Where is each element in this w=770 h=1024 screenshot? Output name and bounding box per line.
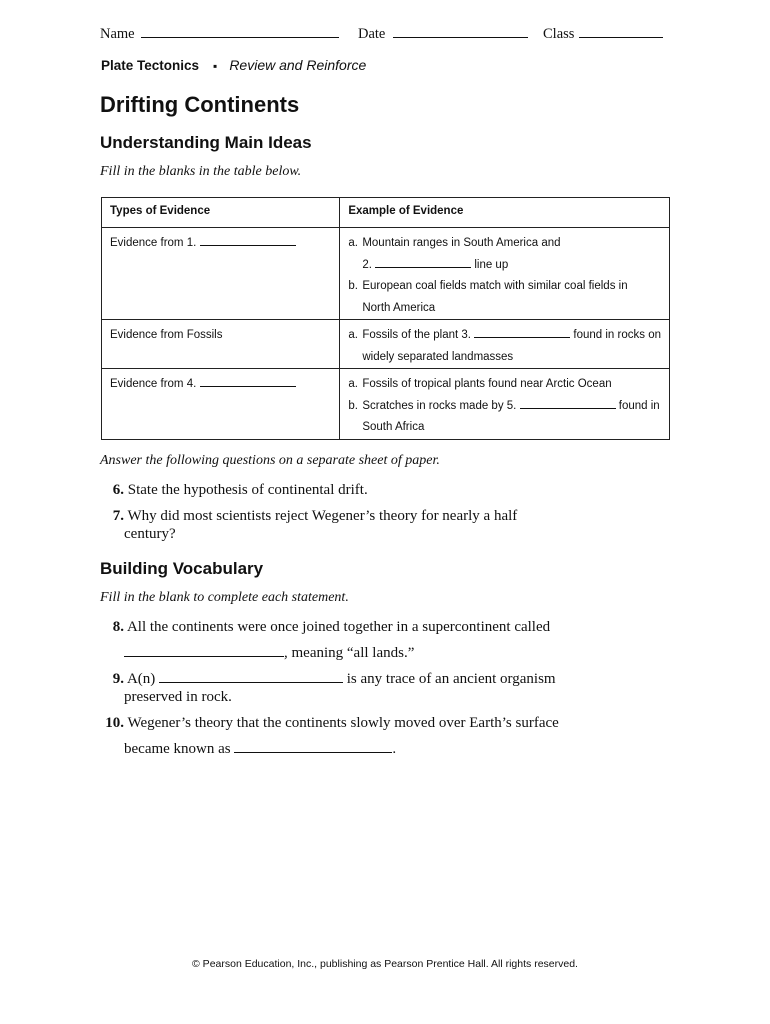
- item-text: All the continents were once joined together in a supercontinent called: [126, 619, 551, 635]
- example-text: Fossils of the plant 3.: [362, 329, 471, 341]
- vocab-item-10: [100, 714, 660, 758]
- evidence-cell: [102, 369, 340, 440]
- vocabulary-instruction: Fill in the blank to complete each statement.: [100, 590, 349, 605]
- item-letter: b.: [348, 399, 358, 412]
- example-text: South Africa: [362, 421, 425, 433]
- item-number: 8.: [112, 619, 124, 635]
- example-text: Fossils of tropical plants found near Arctic Ocean: [362, 378, 612, 390]
- question-text: Why did most scientists reject Wegener’s theory for nearly a half: [127, 508, 518, 524]
- item-number: 9.: [112, 671, 124, 687]
- item-number: 10.: [105, 715, 124, 731]
- page-title: Drifting Continents: [100, 92, 300, 117]
- question-7: [100, 507, 620, 543]
- blank-3[interactable]: [474, 325, 570, 338]
- name-field[interactable]: [141, 26, 339, 38]
- question-number: 7.: [112, 508, 124, 524]
- blank-5[interactable]: [520, 396, 616, 409]
- example-cell: [340, 320, 670, 369]
- example-text: European coal fields match with similar coal fields in: [362, 280, 628, 292]
- blank-9[interactable]: [159, 670, 343, 683]
- date-label: Date: [358, 26, 386, 42]
- class-field[interactable]: [579, 26, 663, 38]
- item-text: Wegener’s theory that the continents slowly moved over Earth’s surface: [127, 715, 559, 731]
- main-ideas-instruction: Fill in the blanks in the table below.: [100, 164, 302, 179]
- name-label: Name: [100, 26, 135, 42]
- vocabulary-heading: Building Vocabulary: [100, 559, 264, 578]
- column-header: Types of Evidence: [102, 198, 340, 228]
- question-6: [100, 481, 620, 499]
- item-letter: a.: [348, 378, 358, 390]
- item-letter: a.: [348, 237, 358, 249]
- vocab-item-9: [100, 670, 660, 706]
- example-text: line up: [474, 258, 509, 271]
- blank-8[interactable]: [124, 644, 284, 657]
- example-text: Mountain ranges in South America and: [362, 237, 561, 249]
- table-row: [102, 228, 670, 320]
- example-cell: [340, 228, 670, 320]
- class-label: Class: [543, 26, 575, 42]
- evidence-table: [101, 197, 670, 440]
- evidence-label: Evidence from 4.: [110, 378, 197, 390]
- item-letter: a.: [348, 329, 358, 341]
- table-row: [102, 320, 670, 369]
- example-text: North America: [362, 301, 436, 314]
- evidence-cell: [102, 228, 340, 320]
- example-text: Scratches in rocks made by 5.: [362, 399, 517, 412]
- subject-line: [101, 57, 366, 73]
- example-text: widely separated landmasses: [362, 350, 514, 363]
- question-number: 6.: [112, 482, 124, 498]
- table-row: [102, 369, 670, 440]
- item-text: is any trace of an ancient organism: [346, 671, 556, 687]
- bullet-icon: ▪: [213, 59, 218, 73]
- blank-10[interactable]: [234, 740, 392, 753]
- question-text: century?: [124, 526, 176, 542]
- main-ideas-heading: Understanding Main Ideas: [100, 133, 312, 152]
- example-text: 2.: [362, 258, 372, 271]
- item-text: A(n): [126, 671, 156, 687]
- item-letter: b.: [348, 280, 358, 292]
- item-text: became known as: [124, 741, 231, 757]
- table-header-row: [102, 198, 670, 228]
- vocab-item-8: [100, 618, 660, 662]
- copyright-footer: © Pearson Education, Inc., publishing as Pearson Prentice Hall. All rights reserved.: [192, 958, 578, 970]
- example-cell: [340, 369, 670, 440]
- blank-2[interactable]: [375, 255, 471, 268]
- blank-1[interactable]: [200, 233, 296, 246]
- item-text: preserved in rock.: [124, 689, 232, 705]
- item-text: .: [392, 741, 397, 757]
- questions-instruction: Answer the following questions on a separate sheet of paper.: [100, 453, 440, 468]
- example-text: found in rocks on: [573, 329, 661, 341]
- column-header: Example of Evidence: [340, 198, 670, 228]
- blank-4[interactable]: [200, 374, 296, 387]
- chapter-name: Plate Tectonics: [101, 58, 200, 73]
- question-text: State the hypothesis of continental drift.: [127, 482, 368, 498]
- date-field[interactable]: [393, 26, 528, 38]
- evidence-label: Evidence from Fossils: [110, 329, 223, 341]
- item-text: , meaning “all lands.”: [284, 645, 415, 661]
- example-text: found in: [618, 399, 660, 412]
- evidence-label: Evidence from 1.: [110, 237, 197, 249]
- section-name: Review and Reinforce: [229, 57, 367, 73]
- evidence-cell: [102, 320, 340, 369]
